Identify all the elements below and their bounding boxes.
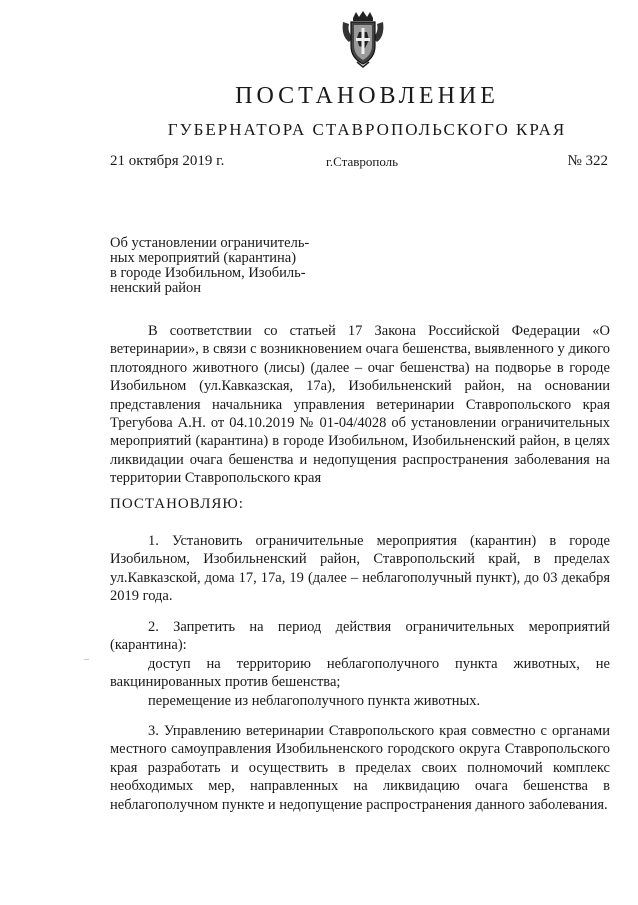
margin-mark: – (84, 654, 89, 665)
preamble-paragraph: В соответствии со статьей 17 Закона Российской Федерации «О ветеринарии», в связи с возникновением очага бешенства, выявленного у дикого плотоядного животного (лисы) (далее – очаг бешенства) на подворье в городе Изобильном (ул.Кавказская, 17а), Изобильненский район, на основании представления начальника управления ветеринарии Ставропольского края Трегубова А.Н. от 04.10.2019 № 01-04/4028 об установлении ограничительных мероприятий (карантина) в городе Изобильном, Изобильненский район, в целях ликвидации очага бешенства и недопущения распространения заболевания на территории Ставропольского края (110, 323, 610, 487)
coat-of-arms-icon (339, 10, 387, 68)
document-date: 21 октября 2019 г. (110, 153, 225, 169)
item-1-paragraph: 1. Установить ограничительные мероприятия (карантин) в городе Изобильном, Изобильненский район, Ставропольский край, в пределах ул.Кавказской, дома 17, 17а, 19 (далее – неблагополучный пункт), до 03 декабря 2019 года. (110, 533, 610, 605)
document-city: г.Ставрополь (326, 154, 399, 169)
item-2-subitem-b: перемещение из неблагополучного пункта животных. (148, 693, 481, 709)
document-title: ПОСТАНОВЛЕНИЕ (235, 83, 499, 109)
item-2-subitem-a: доступ на территорию неблагополучного пункта животных, не вакцинированных против бешенства; (110, 656, 610, 691)
decree-heading: ПОСТАНОВЛЯЮ: (110, 496, 244, 512)
item-2-paragraph: 2. Запретить на период действия ограничительных мероприятий (карантина): (110, 619, 610, 654)
item-3-paragraph: 3. Управлению ветеринарии Ставропольского края совместно с органами местного самоуправления Изобильненского городского округа Ставропольского края разработать и осуществить в пределах своих полномочий комплекс необходимых мер, направленных на ликвидацию очага бешенства в неблагополучном пункте и недопущение распространения данного заболевания. (110, 723, 610, 813)
document-subject: Об установлении ограничитель- ных мероприятий (карантина) в городе Изобильном, Изобиль- ненский район (110, 235, 310, 296)
issuer-title: ГУБЕРНАТОРА СТАВРОПОЛЬСКОГО КРАЯ (167, 120, 567, 139)
document-number: № 322 (567, 153, 608, 169)
